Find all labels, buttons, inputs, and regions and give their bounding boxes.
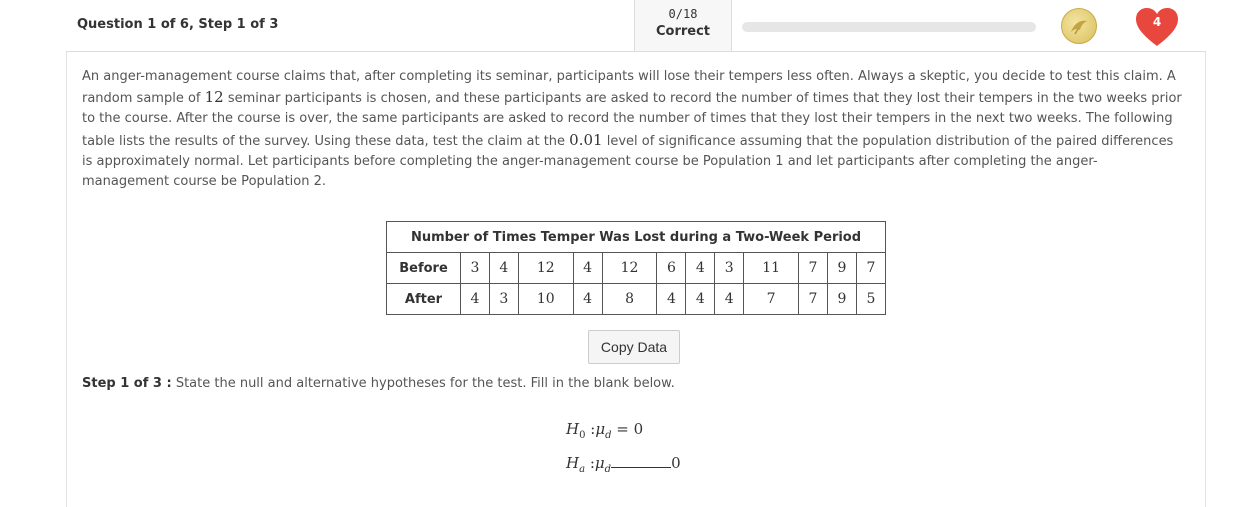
- table-row-after: [387, 284, 886, 315]
- sample-size: 12: [204, 88, 224, 107]
- table-cell: 12: [602, 253, 657, 284]
- table-cell: 3: [461, 253, 490, 284]
- score-value: 0/18: [668, 7, 698, 21]
- table-cell: 7: [856, 253, 885, 284]
- table-cell: 4: [573, 284, 602, 315]
- table-cell: 5: [856, 284, 885, 315]
- ha-subscript: a: [579, 464, 586, 475]
- step-instruction: [82, 376, 675, 391]
- h0-colon: :: [590, 420, 596, 438]
- step-text: State the null and alternative hypotheses for the test. Fill in the blank below.: [171, 376, 675, 391]
- table-cell: 4: [686, 284, 715, 315]
- table-cell: 7: [799, 284, 828, 315]
- h0-symbol: H: [566, 420, 580, 438]
- question-title: Question 1 of 6, Step 1 of 3: [77, 17, 279, 32]
- data-table: [386, 221, 886, 315]
- coin-icon[interactable]: [1061, 8, 1097, 44]
- table-cell: 11: [744, 253, 799, 284]
- table-cell: 12: [518, 253, 573, 284]
- ha-symbol: H: [566, 454, 580, 472]
- problem-part-3: level of significance assuming that the population distribution of the paired differences is approximately normal. Let participants before completing the anger-management course be Population 1 and let participants after completing the anger-management course be Population 2.: [82, 133, 1174, 190]
- ha-colon: :: [589, 454, 595, 472]
- table-cell: 7: [744, 284, 799, 315]
- problem-part-2: seminar participants is chosen, and these participants are asked to record the number of times that they lost their tempers in the two weeks prior to the course. After the course is over, the same participants are asked to record the number of times that they lost their tempers in the next two weeks. The following table lists the results of the survey. Using these data, test the claim at the: [82, 91, 1182, 149]
- h0-mu-subscript: d: [605, 430, 612, 441]
- operator-blank-input[interactable]: [611, 453, 671, 468]
- table-cell: 3: [489, 284, 518, 315]
- table-cell: 4: [489, 253, 518, 284]
- table-cell: 7: [799, 253, 828, 284]
- h0-rest: = 0: [616, 420, 644, 438]
- ha-mu: μ: [594, 454, 605, 472]
- significance-level: 0.01: [569, 130, 603, 149]
- h0-mu: μ: [595, 420, 606, 438]
- null-hypothesis: [566, 420, 643, 441]
- step-label: Step 1 of 3 :: [82, 376, 172, 391]
- copy-data-button[interactable]: Copy Data: [588, 330, 680, 364]
- lives-count: 4: [1152, 15, 1162, 29]
- table-cell: 4: [686, 253, 715, 284]
- bird-icon: [1069, 18, 1089, 36]
- table-cell: 10: [518, 284, 573, 315]
- table-cell: 3: [715, 253, 744, 284]
- score-status: Correct: [655, 24, 711, 39]
- row-label: Before: [387, 253, 461, 284]
- alternative-hypothesis: [566, 453, 681, 475]
- ha-mu-subscript: d: [604, 464, 612, 475]
- table-cell: 6: [657, 253, 686, 284]
- table-caption: Number of Times Temper Was Lost during a Two-Week Period: [387, 222, 886, 253]
- table-cell: 4: [573, 253, 602, 284]
- score-box: [634, 0, 732, 51]
- table-row-before: [387, 253, 886, 284]
- table-cell: 9: [827, 253, 856, 284]
- question-header: [66, 0, 1206, 52]
- problem-part-1: An anger-management course claims that, after completing its seminar, participants will lose their tempers less often. Always a skeptic, you decide to test this claim. A random sample of: [82, 69, 1176, 107]
- progress-bar: [742, 22, 1036, 32]
- h0-subscript: 0: [579, 430, 586, 441]
- table-cell: 4: [657, 284, 686, 315]
- table-cell: 9: [827, 284, 856, 315]
- table-cell: 8: [602, 284, 657, 315]
- lives-heart-icon: [1134, 6, 1180, 48]
- ha-zero: 0: [671, 454, 681, 472]
- table-cell: 4: [715, 284, 744, 315]
- table-cell: 4: [461, 284, 490, 315]
- row-label: After: [387, 284, 461, 315]
- problem-text: [82, 67, 1182, 192]
